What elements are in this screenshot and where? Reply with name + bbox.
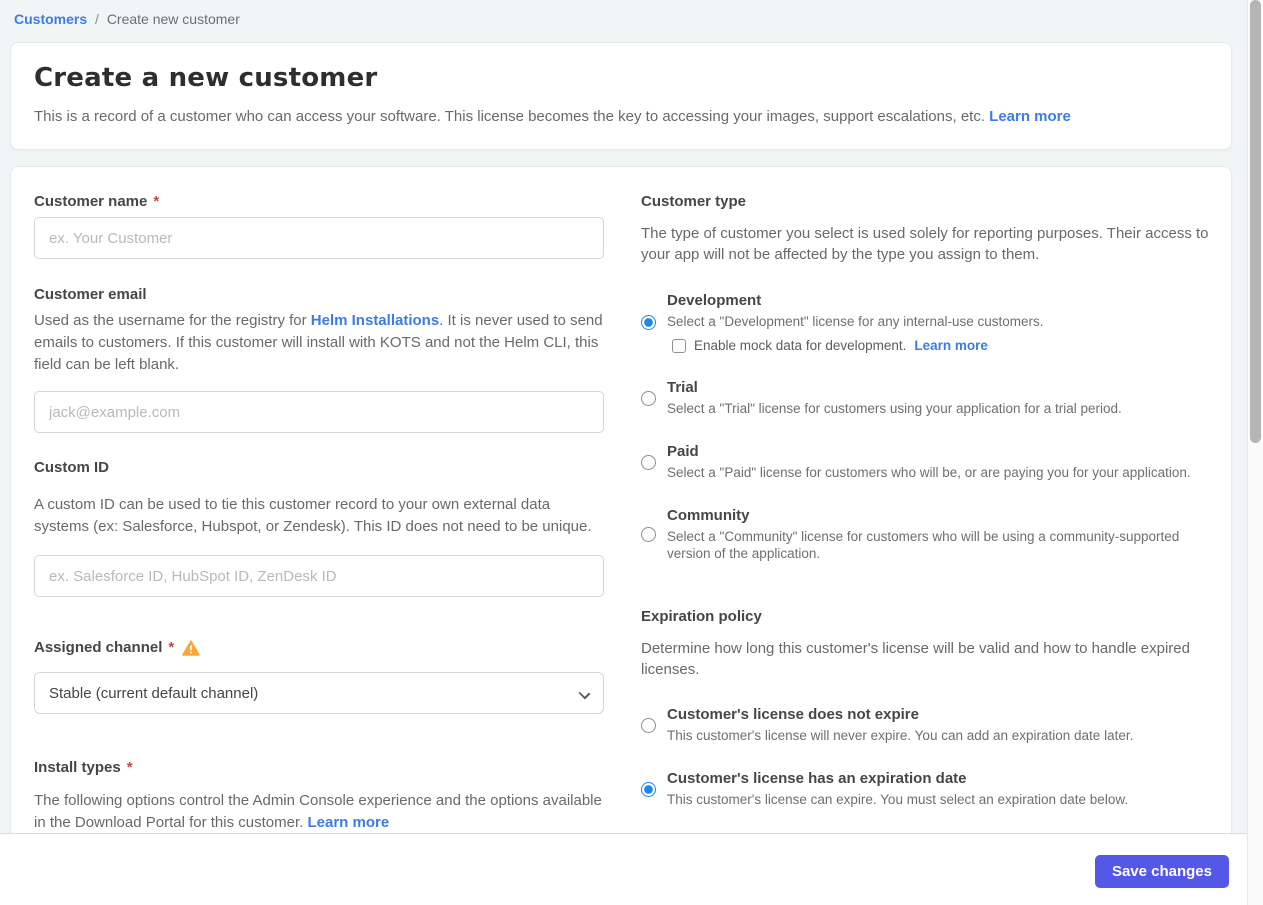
option-trial-title: Trial [667, 379, 698, 396]
option-has-date-description: This customer's license can expire. You must select an expiration date below. [667, 792, 1129, 807]
radio-paid[interactable] [641, 455, 656, 470]
page-description [34, 108, 1208, 125]
custom-id-label [34, 459, 604, 476]
option-trial-description: Select a "Trial" license for customers using your application for a trial period. [667, 401, 1122, 416]
warning-icon [182, 640, 200, 656]
option-trial-body [667, 379, 1122, 417]
customer-type-option-trial[interactable] [641, 379, 1211, 417]
header-learn-more-link[interactable]: Learn more [989, 108, 1071, 125]
radio-development[interactable] [641, 315, 656, 330]
assigned-channel-selected-value: Stable (current default channel) [49, 684, 259, 702]
page-header-card [10, 42, 1232, 150]
radio-trial[interactable] [641, 391, 656, 406]
option-no-expire-title: Customer's license does not expire [667, 706, 919, 723]
option-paid-body [667, 443, 1191, 481]
customer-name-input[interactable] [34, 217, 604, 259]
install-types-description [34, 790, 604, 834]
expiration-option-has-date[interactable] [641, 770, 1211, 808]
customer-type-description: The type of customer you select is used solely for reporting purposes. Their access to your app will not be affected by the type you assign to them. [641, 225, 1209, 263]
radio-community[interactable] [641, 527, 656, 542]
option-development-description: Select a "Development" license for any internal-use customers. [667, 314, 1044, 329]
customer-name-label-text: Customer name [34, 193, 148, 210]
breadcrumb-current: Create new customer [106, 11, 240, 27]
mock-data-checkbox-row[interactable] [667, 338, 1044, 353]
mock-data-learn-more-link[interactable]: Learn more [914, 338, 988, 353]
option-development-title: Development [667, 292, 762, 309]
form-footer-bar [0, 833, 1247, 905]
option-paid-description: Select a "Paid" license for customers who will be, or are paying you for your application. [667, 465, 1191, 480]
customer-email-input[interactable] [34, 391, 604, 433]
install-types-label-text: Install types [34, 759, 121, 776]
option-community-description: Select a "Community" license for customers who will be using a community-supported version of the application. [667, 529, 1180, 561]
form-right-column [641, 193, 1211, 835]
customer-name-label [34, 193, 604, 210]
option-community-body [667, 507, 1211, 562]
expiration-policy-section [641, 608, 1211, 808]
chevron-down-icon [579, 688, 591, 700]
helm-installations-link[interactable]: Helm Installations [310, 312, 440, 329]
required-asterisk: * [168, 639, 175, 656]
radio-license-does-not-expire[interactable] [641, 718, 656, 733]
customer-type-label: Customer type [641, 193, 747, 210]
page-content [10, 42, 1232, 836]
customer-form-card [10, 166, 1232, 836]
custom-id-label-text: Custom ID [34, 459, 109, 476]
assigned-channel-select[interactable] [34, 672, 604, 714]
scrollbar-thumb[interactable] [1250, 0, 1261, 443]
custom-id-description: A custom ID can be used to tie this customer record to your own external data systems (ex: Salesforce, Hubspot, or Zendesk). This ID does not need to be unique. [34, 496, 592, 535]
breadcrumb-customers-link[interactable]: Customers [14, 11, 88, 27]
page-description-text: This is a record of a customer who can access your software. This license becomes the key to accessing your images, support escalations, etc. [34, 108, 985, 125]
customer-email-label-text: Customer email [34, 286, 147, 303]
customer-email-description [34, 310, 604, 376]
expiration-policy-label: Expiration policy [641, 608, 762, 625]
option-has-date-body [667, 770, 1128, 808]
breadcrumb-separator: / [95, 11, 99, 27]
customer-type-option-paid[interactable] [641, 443, 1211, 481]
custom-id-input[interactable] [34, 555, 604, 597]
option-no-expire-body [667, 706, 1133, 744]
form-left-column [34, 193, 604, 835]
install-types-label [34, 759, 604, 776]
required-asterisk: * [153, 193, 160, 210]
customer-type-option-community[interactable] [641, 507, 1211, 562]
assigned-channel-label [34, 639, 604, 656]
page-scrollbar[interactable] [1247, 0, 1263, 905]
option-development-body [667, 292, 1044, 353]
option-no-expire-description: This customer's license will never expire. You can add an expiration date later. [667, 728, 1134, 743]
email-desc-after: . It is never used to send emails to customers. If this customer will install with KOTS and not the Helm CLI, this field can be left blank. [34, 312, 603, 373]
customer-type-option-development[interactable] [641, 292, 1211, 353]
install-types-learn-more-link[interactable]: Learn more [307, 814, 390, 831]
expiration-option-no-expire[interactable] [641, 706, 1211, 744]
mock-data-checkbox[interactable] [672, 339, 686, 353]
customer-email-label [34, 286, 604, 303]
radio-license-has-expiration-date[interactable] [641, 782, 656, 797]
option-has-date-title: Customer's license has an expiration date [667, 770, 967, 787]
assigned-channel-label-text: Assigned channel [34, 639, 163, 656]
install-types-desc-text: The following options control the Admin Console experience and the options available in the Download Portal for this customer. [34, 792, 602, 831]
expiration-policy-description: Determine how long this customer's license will be valid and how to handle expired licenses. [641, 640, 1190, 678]
breadcrumb [0, 0, 1263, 27]
required-asterisk: * [126, 759, 133, 776]
option-paid-title: Paid [667, 443, 699, 460]
option-community-title: Community [667, 507, 750, 524]
save-changes-button[interactable]: Save changes [1095, 855, 1229, 888]
page-title: Create a new customer [34, 63, 378, 93]
mock-data-checkbox-label: Enable mock data for development. [694, 338, 907, 353]
email-desc-before: Used as the username for the registry for [34, 312, 311, 329]
